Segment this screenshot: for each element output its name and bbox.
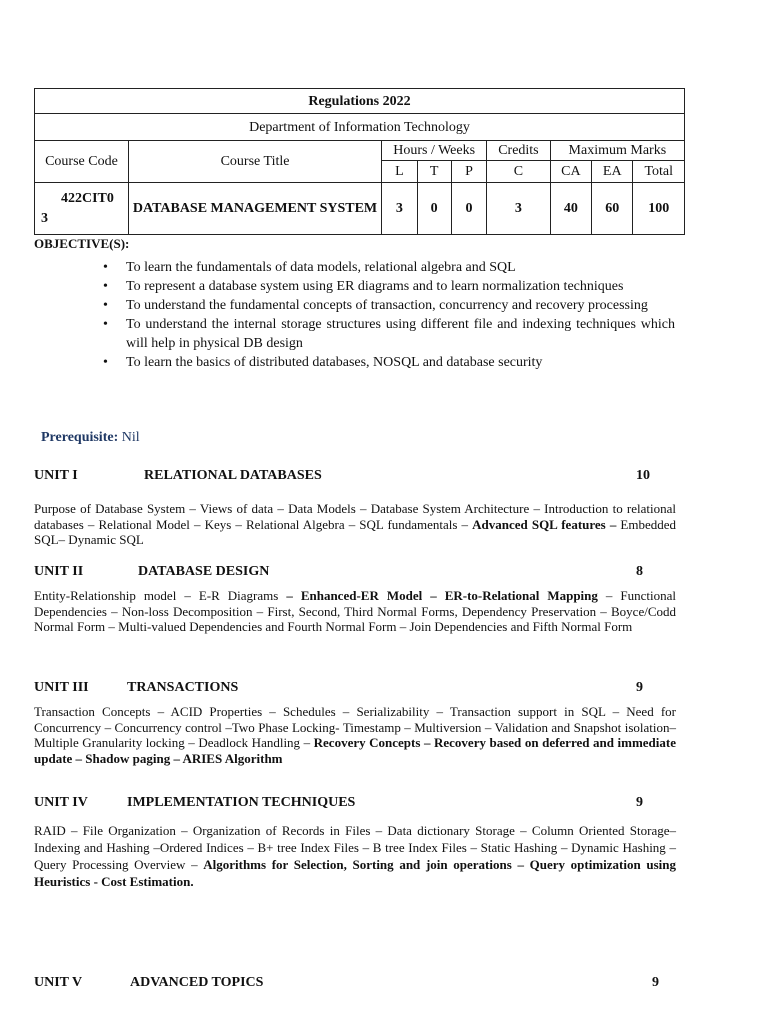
course-code-header: Course Code xyxy=(35,141,129,183)
objective-item: • To learn the basics of distributed databases, NOSQL and database security xyxy=(103,355,543,370)
prerequisite-label: Prerequisite: xyxy=(41,430,119,445)
bullet-icon: • xyxy=(103,298,108,313)
ca-value: 40 xyxy=(550,183,591,235)
objective-item: • To understand the internal storage structures using different file and indexing techniques which will help in physical DB design xyxy=(103,317,675,351)
p-header: P xyxy=(451,161,486,183)
unit-label: UNIT IV xyxy=(34,795,88,810)
unit-label: UNIT I xyxy=(34,468,78,483)
c-value: 3 xyxy=(487,183,551,235)
unit-3-heading xyxy=(34,680,676,698)
l-value: 3 xyxy=(382,183,417,235)
unit-title: RELATIONAL DATABASES xyxy=(144,468,322,483)
t-header: T xyxy=(417,161,451,183)
bullet-icon: • xyxy=(103,279,108,294)
p-value: 0 xyxy=(451,183,486,235)
unit-4-heading xyxy=(34,795,676,813)
course-title-header: Course Title xyxy=(128,141,381,183)
objective-item: • To represent a database system using ER diagrams and to learn normalization techniques xyxy=(103,279,624,294)
hours-weeks-header: Hours / Weeks xyxy=(382,141,487,161)
prerequisite xyxy=(41,430,140,446)
prerequisite-value: Nil xyxy=(121,430,140,445)
course-title-cell: DATABASE MANAGEMENT SYSTEM xyxy=(128,183,381,235)
unit-hours: 9 xyxy=(636,680,643,695)
unit-label: UNIT II xyxy=(34,564,84,579)
total-header: Total xyxy=(633,161,685,183)
unit-5-heading xyxy=(34,975,676,993)
unit-hours: 9 xyxy=(652,975,659,990)
unit-title: IMPLEMENTATION TECHNIQUES xyxy=(127,795,356,810)
course-code-line1: 422CIT0 xyxy=(61,190,114,206)
objective-item: • To learn the fundamentals of data models, relational algebra and SQL xyxy=(103,260,516,275)
bullet-icon: • xyxy=(103,260,108,275)
unit-title: ADVANCED TOPICS xyxy=(130,975,264,990)
unit-label: UNIT V xyxy=(34,975,83,990)
total-value: 100 xyxy=(633,183,685,235)
max-marks-header: Maximum Marks xyxy=(550,141,684,161)
unit-hours: 9 xyxy=(636,795,643,810)
unit-title: TRANSACTIONS xyxy=(127,680,239,695)
unit-2-content: Entity-Relationship model – E-R Diagrams – Enhanced-ER Model – ER-to-Relational Mapping – Functional Dependencies – Non-loss Decomposition – First, Second, Third Normal Forms, Dependency Preservation – Boyce/Codd Normal Form – Multi-valued Dependencies and Fourth Normal Form – Join Dependencies and Fifth Normal Form xyxy=(34,588,676,634)
l-header: L xyxy=(382,161,417,183)
course-code-line2: 3 xyxy=(41,210,48,226)
course-code-cell xyxy=(35,183,129,235)
t-value: 0 xyxy=(417,183,451,235)
regulations-cell: Regulations 2022 xyxy=(35,89,685,114)
ca-header: CA xyxy=(550,161,591,183)
unit-1-heading xyxy=(34,468,676,486)
unit-hours: 10 xyxy=(636,468,650,483)
unit-4-content: RAID – File Organization – Organization of Records in Files – Data dictionary Storage – Column Oriented Storage– Indexing and Hashing –Ordered Indices – B+ tree Index Files – B tree Index Files – Static Hashing – Dynamic Hashing – Query Processing Overview – Algorithms for Selection, Sorting and join operations – Query optimization using Heuristics - Cost Estimation. xyxy=(34,823,676,889)
unit-2-heading xyxy=(34,564,676,582)
objectives-heading: OBJECTIVE(S): xyxy=(34,236,130,251)
ea-value: 60 xyxy=(592,183,633,235)
c-header: C xyxy=(487,161,551,183)
objectives-list xyxy=(100,258,675,372)
unit-1-content: Purpose of Database System – Views of data – Data Models – Database System Architecture – Introduction to relational databases – Relational Model – Keys – Relational Algebra – SQL fundamentals – Advanced SQL features – Embedded SQL– Dynamic SQL xyxy=(34,501,677,547)
credits-header: Credits xyxy=(487,141,551,161)
unit-label: UNIT III xyxy=(34,680,89,695)
bullet-icon: • xyxy=(103,317,108,332)
objective-item: • To understand the fundamental concepts of transaction, concurrency and recovery processing xyxy=(103,298,648,313)
unit-title: DATABASE DESIGN xyxy=(138,564,270,579)
department-cell: Department of Information Technology xyxy=(35,114,685,141)
ea-header: EA xyxy=(592,161,633,183)
bullet-icon: • xyxy=(103,355,108,370)
course-header-table xyxy=(34,88,685,235)
unit-3-content: Transaction Concepts – ACID Properties – Schedules – Serializability – Transaction support in SQL – Need for Concurrency – Concurrency control –Two Phase Locking- Timestamp – Multiversion – Validation and Snapshot isolation– Multiple Granularity locking – Deadlock Handling – Recovery Concepts – Recovery based on deferred and immediate update – Shadow paging – ARIES Algorithm xyxy=(34,704,677,766)
unit-hours: 8 xyxy=(636,564,643,579)
